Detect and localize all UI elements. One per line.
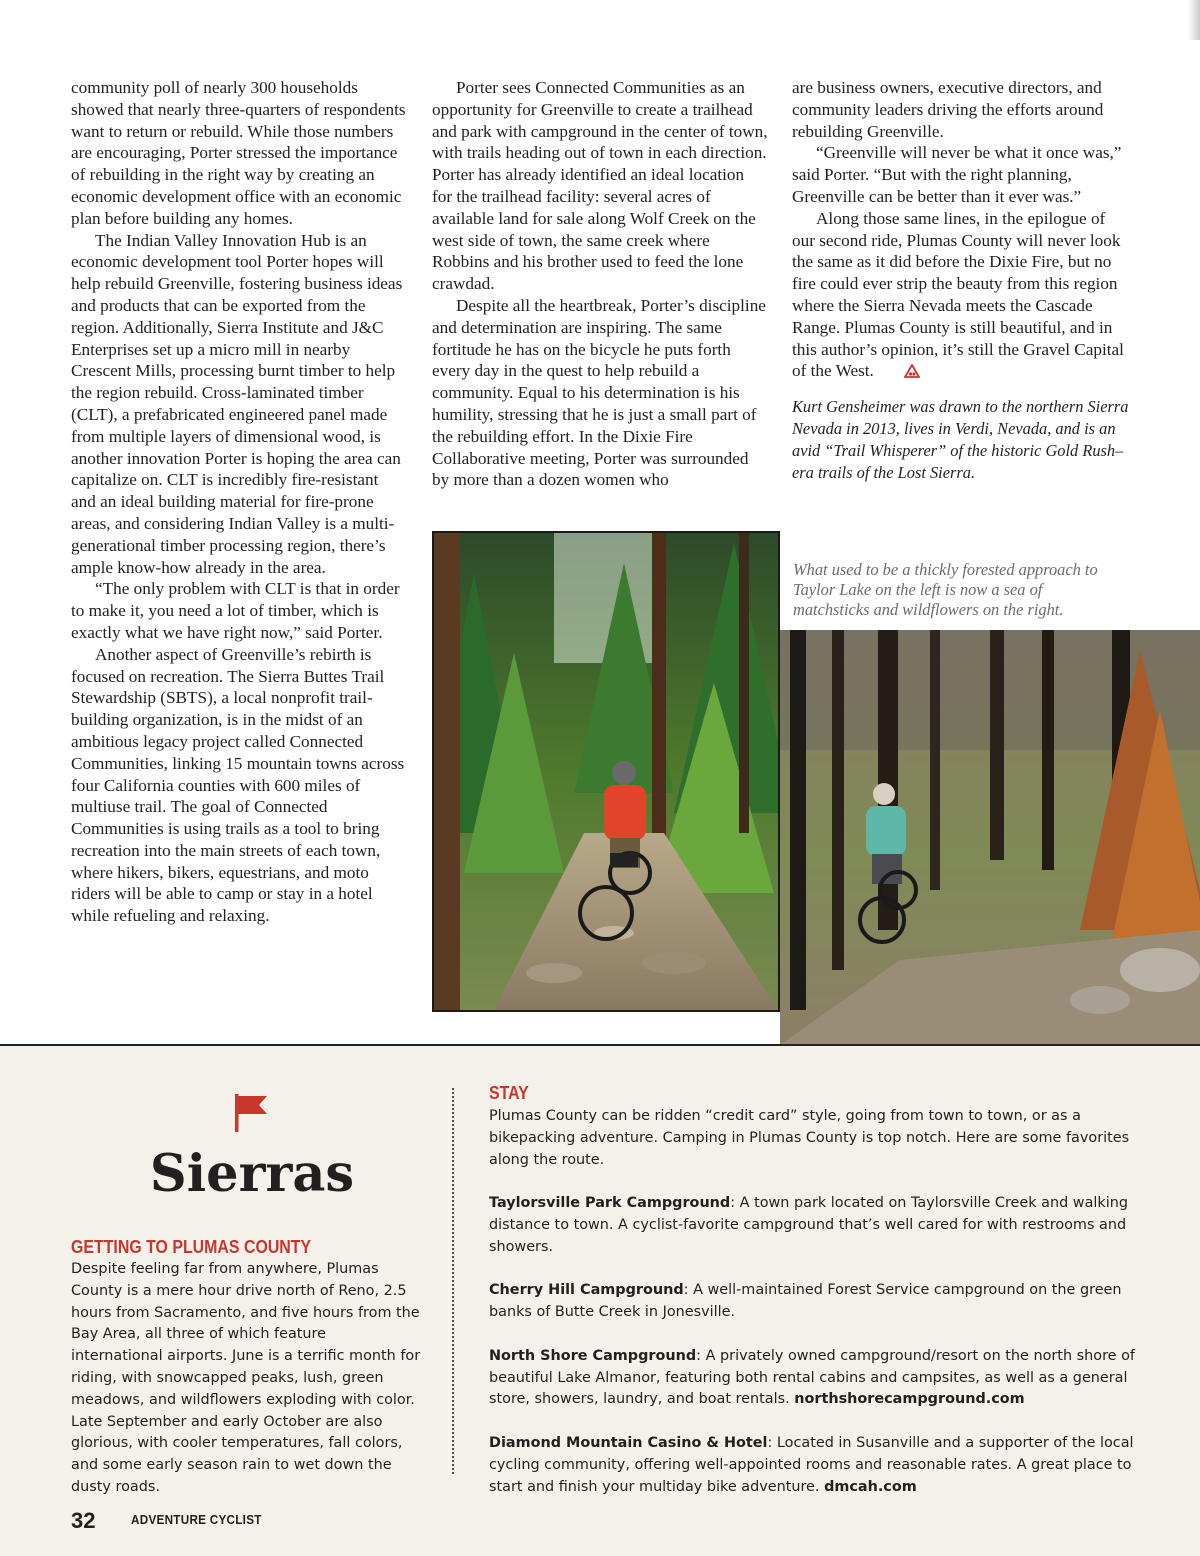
getting-there-text: Despite feeling far from anywhere, Plumas County is a mere hour drive north of Reno, 2.5 hours from Sacramento, and five hours from the Bay Area, all three of which feature international airports. June is a terrific month for riding, with snowcapped peaks, lush, green meadows, and wildflowers exploding with color. Late September and early October are also glorious, with cooler temperatures, fall colors, and some early season rain to wet down the dusty roads. bbox=[71, 1261, 421, 1495]
article-column-3 bbox=[792, 77, 1132, 483]
getting-there-heading: GETTING TO PLUMAS COUNTY bbox=[71, 1236, 312, 1257]
stay-desc: : Located in Susanville and a supporter of the local cycling community, offering well-appointed rooms and reasonable rates. A great place to start and finish your multiday bike adventure. bbox=[489, 1434, 1134, 1495]
stay-item-cherry-hill bbox=[489, 1280, 1149, 1324]
stay-heading: STAY bbox=[489, 1082, 529, 1103]
stay-name: Taylorsville Park Campground bbox=[489, 1195, 731, 1212]
paragraph: Porter sees Connected Communities as an opportunity for Greenville to create a trailhead and park with campground in the center of town, with trails heading out of town in each direction. Porter has already identified an ideal location for the trailhead facility: several acres of available land for sale along Wolf Creek on the west side of town, the same creek where Robbins and his brother used to feed the lone crawdad. bbox=[432, 78, 768, 294]
page-edge-shadow bbox=[1188, 0, 1200, 40]
stay-url-link[interactable]: northshorecampground.com bbox=[794, 1391, 1025, 1408]
dotted-divider bbox=[452, 1088, 454, 1474]
paragraph: “The only problem with CLT is that in order to make it, you need a lot of timber, which is exactly what we have right now,” said Porter. bbox=[71, 579, 400, 642]
paragraph: Another aspect of Greenville’s rebirth is focused on recreation. The Sierra Buttes Trail Stewardship (SBTS), a local nonprofit trail-building organization, is in the midst of an ambitious legacy project called Connected Communities, linking 15 mountain towns across four California counties with 600 miles of multiuse trail. The goal of Connected Communities is using trails as a tool to bring recreation into the main streets of each town, where hikers, bikers, equestrians, and moto riders will be able to camp or stay in a hotel while refueling and relaxing. bbox=[71, 644, 405, 926]
paragraph bbox=[792, 208, 1132, 384]
photo-forest-rider bbox=[432, 531, 780, 1012]
paragraph: are business owners, executive directors, and community leaders driving the efforts around rebuilding Greenville. bbox=[792, 78, 1104, 141]
paragraph: “Greenville will never be what it once was,” said Porter. “But with the right planning, Greenville can be better than it ever was.” bbox=[792, 143, 1122, 206]
photo-caption: What used to be a thickly forested approach to Taylor Lake on the left is now a sea of matchsticks and wildflowers on the right. bbox=[793, 560, 1098, 619]
adventure-cycling-logo-icon bbox=[880, 362, 920, 384]
stay-desc: : A well-maintained Forest Service campground on the green banks of Butte Creek in Jonesville. bbox=[489, 1282, 1122, 1321]
magazine-name: ADVENTURE CYCLIST bbox=[131, 1512, 262, 1527]
article-column-2 bbox=[432, 77, 768, 491]
stay-name: Cherry Hill Campground bbox=[489, 1282, 684, 1299]
stay-intro: Plumas County can be ridden “credit card” style, going from town to town, or as a bikepacking adventure. Camping in Plumas County is top notch. Here are some favorites along the route. bbox=[489, 1108, 1130, 1168]
flag-icon bbox=[233, 1094, 269, 1132]
sierras-sidebar bbox=[0, 1044, 1200, 1556]
stay-url-link[interactable]: dmcah.com bbox=[824, 1478, 917, 1495]
stay-desc: : A privately owned campground/resort on the north shore of beautiful Lake Almanor, featuring both rental cabins and campsites, as well as a general store, showers, laundry, and boat rentals. bbox=[489, 1347, 1135, 1408]
paragraph: The Indian Valley Innovation Hub is an economic development tool Porter hopes will help rebuild Greenville, fostering business ideas and products that can be exported from the region. Additionally, Sierra Institute and J&C Enterprises set up a micro mill in nearby Crescent Mills, processing burnt timber to help the region rebuild. Cross-laminated timber (CLT), a prefabricated engineered panel made from multiple layers of dimensional wood, is another innovation Porter is hoping the area can capitalize on. CLT is incredibly fire-resistant and an ideal building material for fire-prone areas, and considering Indian Valley is a multi-generational timber processing region, there’s ample know-how already in the area. bbox=[71, 230, 403, 577]
author-bio: Kurt Gensheimer was drawn to the northern Sierra Nevada in 2013, lives in Verdi, Nevada, and is an avid “Trail Whisperer” of the historic Gold Rush–era trails of the Lost Sierra. bbox=[792, 397, 1129, 482]
stay-name: Diamond Mountain Casino & Hotel bbox=[489, 1434, 768, 1451]
paragraph-text: Along those same lines, in the epilogue of our second ride, Plumas County will never look the same as it did before the Dixie Fire, but no fire could ever strip the beauty from this region where the Sierra Nevada meets the Cascade Range. Plumas County is still beautiful, and in this author’s opinion, it’s still the Gravel Capital of the West. bbox=[792, 208, 1124, 381]
stay-item-taylorsville bbox=[489, 1193, 1149, 1258]
paragraph: Despite all the heartbreak, Porter’s discipline and determination are inspiring. The same fortitude he has on the bicycle he puts forth every day in the quest to help rebuild a community. Equal to his determination is his humility, stressing that he is just a small part of the rebuilding effort. In the Dixie Fire Collaborative meeting, Porter was surrounded by more than a dozen women who bbox=[432, 295, 766, 490]
article-column-1 bbox=[71, 77, 407, 927]
stay-item-north-shore bbox=[489, 1346, 1149, 1411]
photo-burnt-forest-rider bbox=[780, 630, 1200, 1045]
stay-list bbox=[489, 1106, 1149, 1520]
page-number: 32 bbox=[71, 1508, 96, 1533]
stay-item-diamond-mountain bbox=[489, 1433, 1149, 1498]
sidebar-title: Sierras bbox=[149, 1144, 355, 1204]
stay-name: North Shore Campground bbox=[489, 1347, 697, 1364]
stay-desc: : A town park located on Taylorsville Creek and walking distance to town. A cyclist-favorite campground that’s well cared for with restrooms and showers. bbox=[489, 1195, 1128, 1255]
paragraph: community poll of nearly 300 households showed that nearly three-quarters of respondents want to return or rebuild. While those numbers are encouraging, Porter stressed the importance of rebuilding in the right way by creating an economic development office with an economic plan before building any homes. bbox=[71, 78, 406, 228]
